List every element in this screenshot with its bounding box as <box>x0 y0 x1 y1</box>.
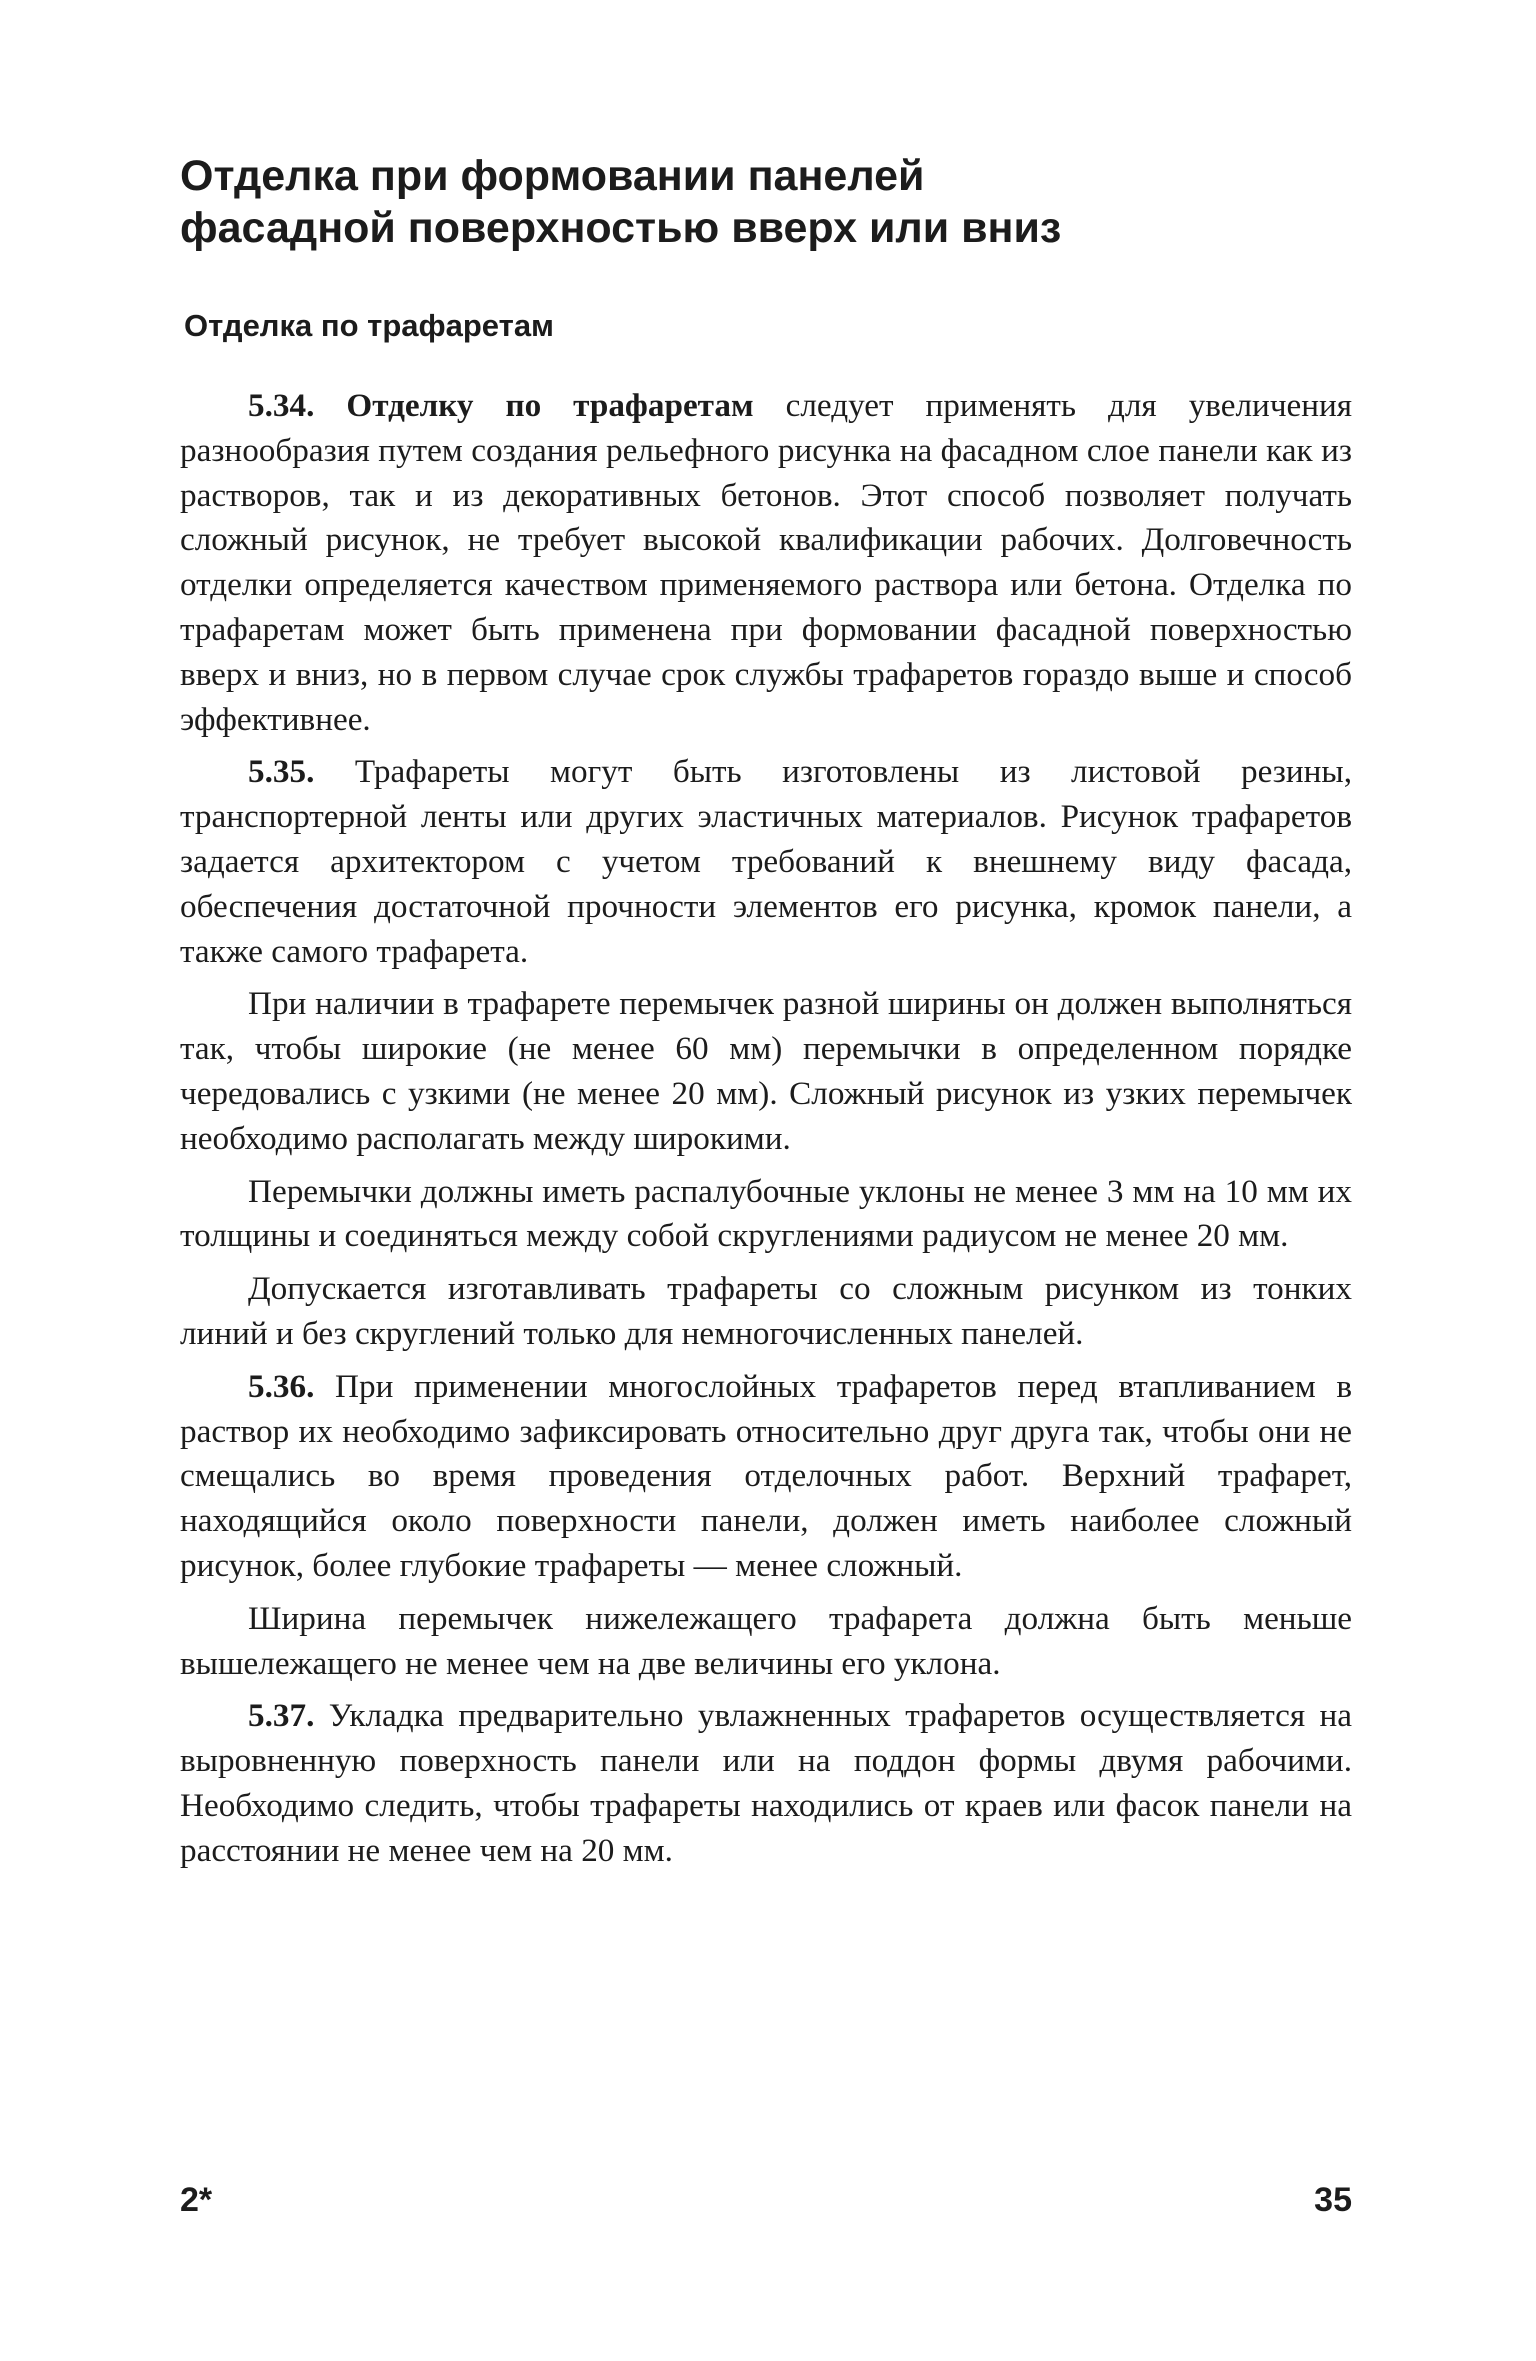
paragraph-5-37 <box>180 1694 1352 1873</box>
paragraph-5-35 <box>180 750 1352 974</box>
paragraph-complex-pattern <box>180 1267 1352 1357</box>
paragraph-jumpers-slopes <box>180 1170 1352 1260</box>
title-line-2: фасадной поверхностью вверх или вниз <box>180 204 1062 252</box>
paragraph-jumpers-width <box>180 982 1352 1161</box>
page-body <box>180 150 1352 1874</box>
page-title <box>180 150 1352 254</box>
signature-mark: 2* <box>180 2181 213 2219</box>
paragraph-number: 5.37. <box>248 1697 315 1735</box>
paragraph-5-36 <box>180 1365 1352 1589</box>
paragraph-text: При применении многослойных трафаретов перед втапливанием в раствор их необходимо зафиксировать относительно друг друга так, чтобы они не смещались во время проведения отделочных работ. Верхний трафарет, находящийся около поверхности панели, должен иметь наиболее сложный рисунок, более глубокие трафареты — менее сложный. <box>180 1367 1352 1584</box>
paragraph-text: Трафареты могут быть изготовлены из листовой резины, транспортерной ленты или других эластичных материалов. Рисунок трафаретов задается архитектором с учетом требований к внешнему виду фасада, обеспечения достаточной прочности элементов его рисунка, кромок панели, а также самого трафарета. <box>180 753 1352 970</box>
paragraph-text: Укладка предварительно увлажненных трафаретов осуществляется на выровненную поверхность панели или на поддон формы двумя рабочими. Необходимо следить, чтобы трафареты находились от краев или фасок панели на расстоянии не менее чем на 20 мм. <box>180 1697 1352 1869</box>
paragraph-number: 5.35. <box>248 753 315 791</box>
title-line-1: Отделка при формовании панелей <box>180 152 925 200</box>
paragraph-5-34 <box>180 384 1352 742</box>
paragraph-text: Ширина перемычек нижележащего трафарета должна быть меньше вышележащего не менее чем на две величины его уклона. <box>180 1599 1352 1682</box>
paragraph-lead-term: Отделку по трафаретам <box>346 387 754 424</box>
paragraph-text: Допускается изготавливать трафареты со сложным рисунком из тонких линий и без скруглений только для немногочисленных панелей. <box>180 1270 1352 1352</box>
paragraph-text: следует применять для увеличения разнообразия путем создания рельефного рисунка на фасадном слое панели как из растворов, так и из декоративных бетонов. Этот способ позволяет получать сложный рисунок, не требует высокой квалификации рабочих. Долговечность отделки определяется качеством применяемого раствора или бетона. Отделка по трафаретам может быть применена при формовании фасадной поверхностью вверх и вниз, но в первом случае срок службы трафаретов гораздо выше и способ эффективнее. <box>180 387 1353 738</box>
paragraph-number: 5.34. <box>248 387 315 424</box>
page-number: 35 <box>1314 2181 1352 2219</box>
section-subtitle: Отделка по трафаретам <box>184 308 554 343</box>
paragraph-text: Перемычки должны иметь распалубочные уклоны не менее 3 мм на 10 мм их толщины и соединяться между собой скруглениями радиусом не менее 20 мм. <box>180 1172 1352 1255</box>
paragraph-number: 5.36. <box>248 1367 315 1405</box>
paragraph-lower-stencil <box>180 1597 1352 1687</box>
paragraph-text: При наличии в трафарете перемычек разной ширины он должен выполняться так, чтобы широкие (не менее 60 мм) перемычки в определенном порядке чередовались с узкими (не менее 20 мм). Сложный рисунок из узких перемычек необходимо располагать между широкими. <box>180 985 1352 1157</box>
